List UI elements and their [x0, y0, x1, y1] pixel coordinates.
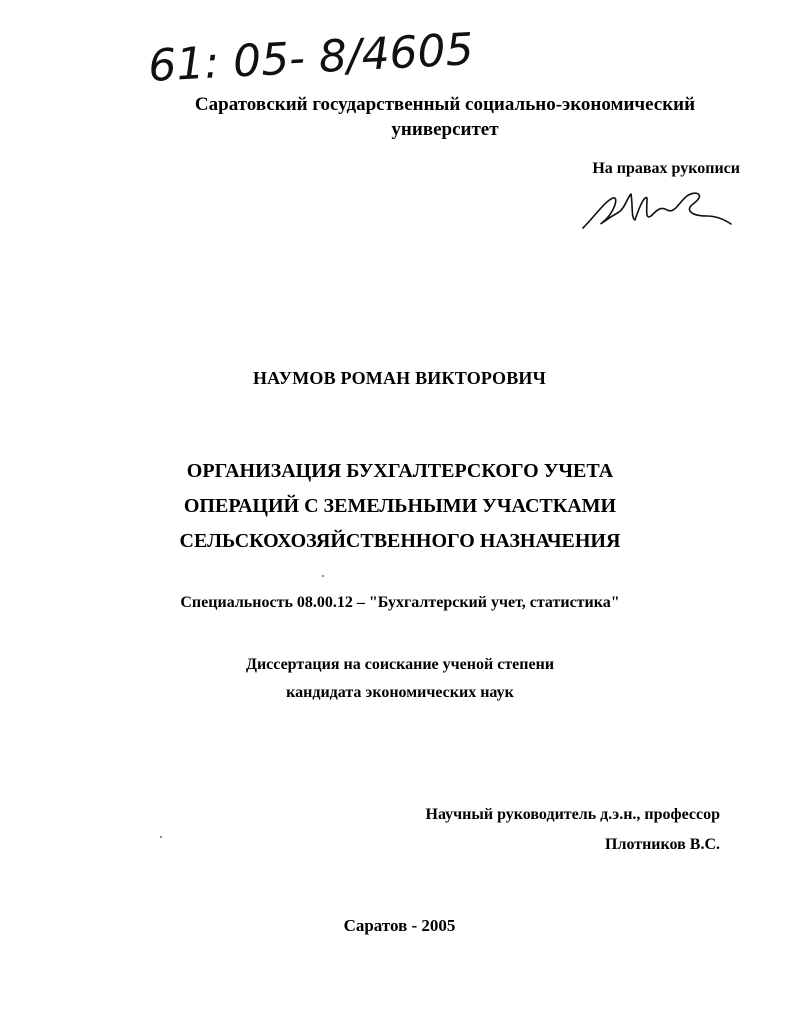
specialty: Специальность 08.00.12 – "Бухгалтерский учет, статистика"	[180, 594, 620, 611]
title-line-1: ОРГАНИЗАЦИЯ БУХГАЛТЕРСКОГО УЧЕТА	[186, 460, 614, 482]
city-year: Саратов - 2005	[343, 916, 456, 935]
scan-speck	[322, 575, 324, 577]
title-line-3: СЕЛЬСКОХОЗЯЙСТВЕННОГО НАЗНАЧЕНИЯ	[179, 530, 621, 552]
dissertation-title	[80, 454, 720, 559]
supervisor-role: Научный руководитель д.э.н., профессор	[425, 806, 720, 823]
author-name: НАУМОВ РОМАН ВИКТОРОВИЧ	[252, 368, 547, 388]
supervisor-name: Плотников В.С.	[605, 836, 720, 853]
degree-line-1: Диссертация на соискание ученой степени	[245, 656, 555, 673]
university-line-2: университет	[391, 119, 499, 140]
handwritten-signature	[575, 176, 735, 236]
university-name	[150, 92, 740, 142]
dissertation-degree	[100, 651, 700, 707]
archive-code-text: 61: 05- 8/4605	[147, 23, 475, 92]
handwritten-archive-code	[140, 4, 500, 94]
supervisor	[380, 800, 720, 860]
degree-line-2: кандидата экономических наук	[286, 684, 514, 701]
scan-speck	[160, 836, 162, 838]
manuscript-note: На правах рукописи	[592, 160, 740, 177]
title-line-2: ОПЕРАЦИЙ С ЗЕМЕЛЬНЫМИ УЧАСТКАМИ	[183, 495, 617, 517]
university-line-1: Саратовский государственный социально-экономический	[194, 94, 696, 115]
